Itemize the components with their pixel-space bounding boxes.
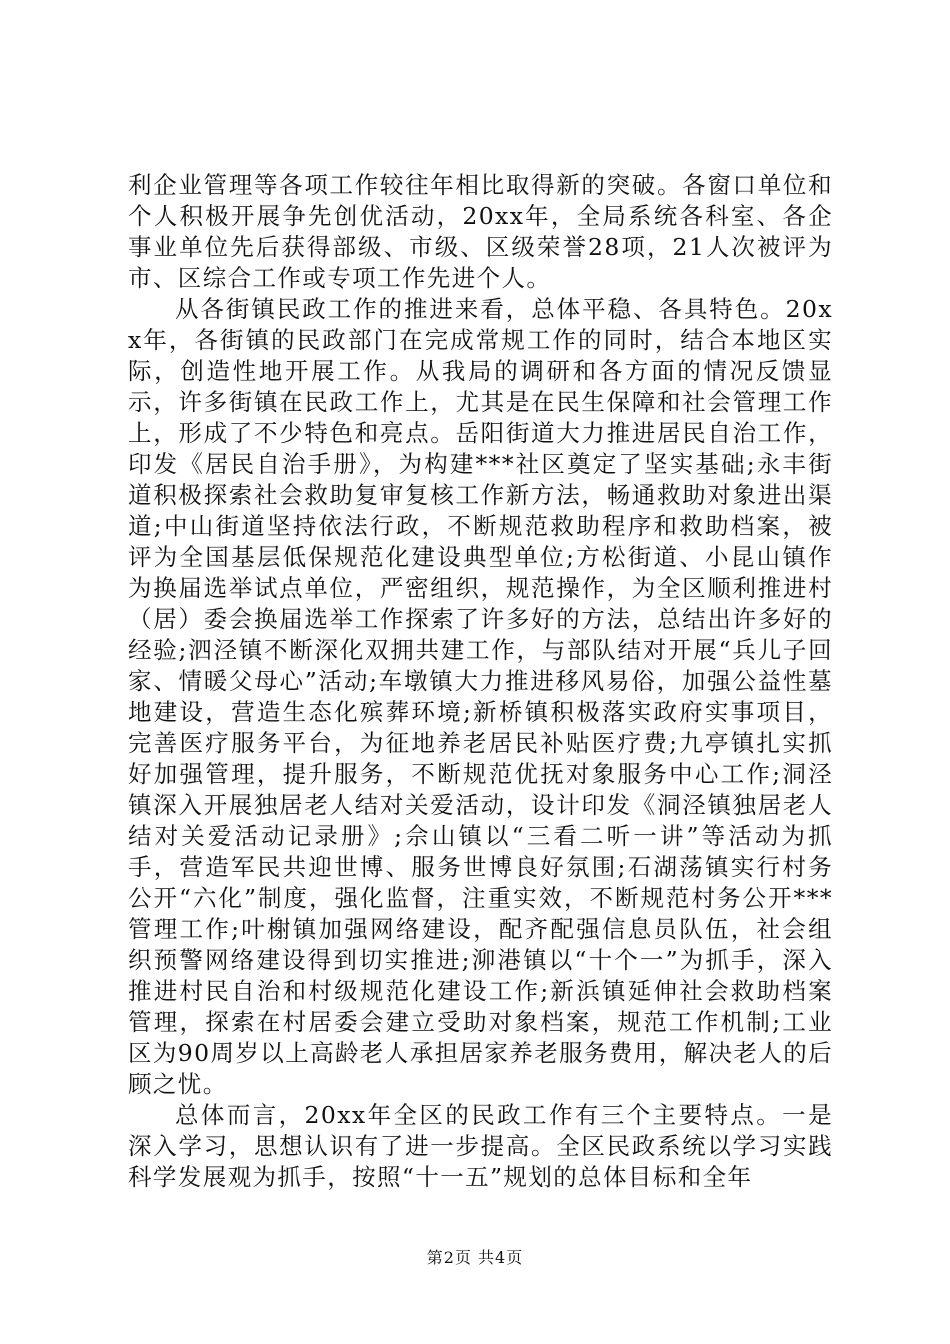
- page-number-footer: 第2页 共4页: [426, 1248, 524, 1267]
- paragraph-3: 总体而言，20xx年全区的民政工作有三个主要特点。一是深入学习，思想认识有了进一步提高。全区民政系统以学习实践科学发展观为抓手，按照“十一五”规划的总体目标和全年: [128, 1101, 833, 1191]
- paragraph-1: 利企业管理等各项工作较往年相比取得新的突破。各窗口单位和个人积极开展争先创优活动，20xx年，全局系统各科室、各企事业单位先后获得部级、市级、区级荣誉28项，21人次被评为市、区综合工作或专项工作先进个人。: [128, 171, 833, 292]
- paragraph-2: 从各街镇民政工作的推进来看，总体平稳、各具特色。20xx年，各街镇的民政部门在完成常规工作的同时，结合本地区实际，创造性地开展工作。从我局的调研和各方面的情况反馈显示，许多街镇在民政工作上，尤其是在民生保障和社会管理工作上，形成了不少特色和亮点。岳阳街道大力推进居民自治工作，印发《居民自治手册》，为构建***社区奠定了坚实基础;永丰街道积极探索社会救助复审复核工作新方法，畅通救助对象进出渠道;中山街道坚持依法行政，不断规范救助程序和救助档案，被评为全国基层低保规范化建设典型单位;方松街道、小昆山镇作为换届选举试点单位，严密组织，规范操作，为全区顺利推进村（居）委会换届选举工作探索了许多好的方法，总结出许多好的经验;泗泾镇不断深化双拥共建工作，与部队结对开展“兵儿子回家、情暖父母心”活动;车墩镇大力推进移风易俗，加强公益性墓地建设，营造生态化殡葬环境;新桥镇积极落实政府实事项目，完善医疗服务平台，为征地养老居民补贴医疗费;九亭镇扎实抓好加强管理，提升服务，不断规范优抚对象服务中心工作;洞泾镇深入开展独居老人结对关爱活动，设计印发《洞泾镇独居老人结对关爱活动记录册》;佘山镇以“三看二听一讲”等活动为抓手，营造军民共迎世博、服务世博良好氛围;石湖荡镇实行村务公开“六化”制度，强化监督，注重实效，不断规范村务公开***管理工作;叶榭镇加强网络建设，配齐配强信息员队伍，社会组织预警网络建设得到切实推进;泖港镇以“十个一”为抓手，深入推进村民自治和村级规范化建设工作;新浜镇延伸社会救助档案管理，探索在村居委会建立受助对象档案，规范工作机制;工业区为90周岁以上高龄老人承担居家养老服务费用，解决老人的后顾之忧。: [128, 295, 834, 1098]
- document-body: [128, 170, 833, 1193]
